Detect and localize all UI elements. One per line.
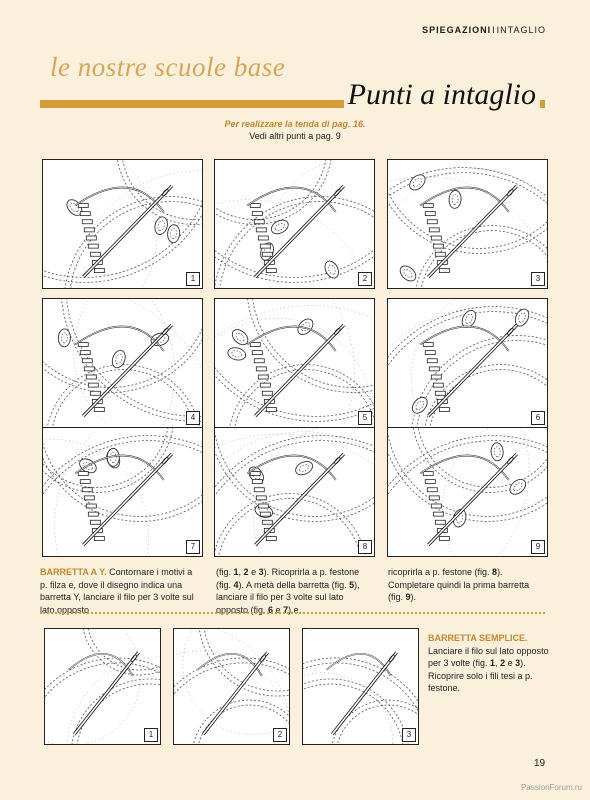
embroidery-illustration xyxy=(43,428,203,557)
embroidery-illustration xyxy=(388,428,548,557)
page-title: Punti a intaglio xyxy=(344,78,540,112)
simple-figure-panel-3 xyxy=(302,628,419,745)
figure-number: 4 xyxy=(186,411,200,425)
school-title: le nostre scuole base xyxy=(50,52,286,82)
figure-panel-5 xyxy=(214,298,375,428)
figure-number: 6 xyxy=(531,411,545,425)
figure-panel-6 xyxy=(387,298,548,428)
section-divider xyxy=(40,612,545,614)
figure-panel-9 xyxy=(387,427,548,557)
figure-number: 2 xyxy=(358,272,372,286)
section-label: SPIEGAZIONIIINTAGLIO xyxy=(422,25,546,35)
figure-panel-3 xyxy=(387,159,548,289)
instructions-col-1: BARRETTA A Y. Contornare i motivi a p. filza e, dove il disegno indica una barretta Y, lanciare il filo per 3 volte sul lato opposto xyxy=(40,567,194,615)
figure-number: 7 xyxy=(186,540,200,554)
figure-panel-4 xyxy=(42,298,203,428)
instructions-col-2: (fig. 1, 2 e 3). Ricoprirla a p. festone (fig. 4). A metà della barretta (fig. 5), lanciare il filo per 3 volte sul lato opposto (fig. 6 e 7) e xyxy=(216,567,360,615)
page-header xyxy=(0,0,590,48)
embroidery-illustration xyxy=(43,160,203,289)
figure-number: 9 xyxy=(531,540,545,554)
figure-panel-2 xyxy=(214,159,375,289)
instructions-col-3: ricoprirla a p. festone (fig. 8). Completare quindi la prima barretta (fig. 9). xyxy=(388,567,530,602)
embroidery-illustration xyxy=(388,299,548,428)
simple-bar-instructions: BARRETTA SEMPLICE. Lanciare il filo sul lato opposto per 3 volte (fig. 1, 2 e 3). Ricoprire solo i fili tesi a p. festone. xyxy=(428,633,549,693)
figure-number: 1 xyxy=(186,272,200,286)
subtitle: Per realizzare la tenda di pag. 16. xyxy=(224,119,366,129)
watermark: PassionForum.ru xyxy=(521,783,582,792)
simple-figure-panel-2 xyxy=(173,628,290,745)
figure-number: 8 xyxy=(358,540,372,554)
embroidery-illustration xyxy=(388,160,548,289)
figure-number: 2 xyxy=(273,728,287,742)
figure-panel-8 xyxy=(214,427,375,557)
figure-number: 3 xyxy=(531,272,545,286)
simple-figure-panel-1 xyxy=(44,628,161,745)
figure-panel-7 xyxy=(42,427,203,557)
figure-number: 1 xyxy=(144,728,158,742)
figure-number: 5 xyxy=(358,411,372,425)
embroidery-illustration xyxy=(215,299,375,428)
embroidery-illustration xyxy=(43,299,203,428)
figure-number: 3 xyxy=(402,728,416,742)
reference-note: Vedi altri punti a pag. 9 xyxy=(249,131,341,141)
embroidery-illustration xyxy=(215,428,375,557)
page-number: 19 xyxy=(534,758,546,769)
embroidery-illustration xyxy=(215,160,375,289)
figure-panel-1 xyxy=(42,159,203,289)
